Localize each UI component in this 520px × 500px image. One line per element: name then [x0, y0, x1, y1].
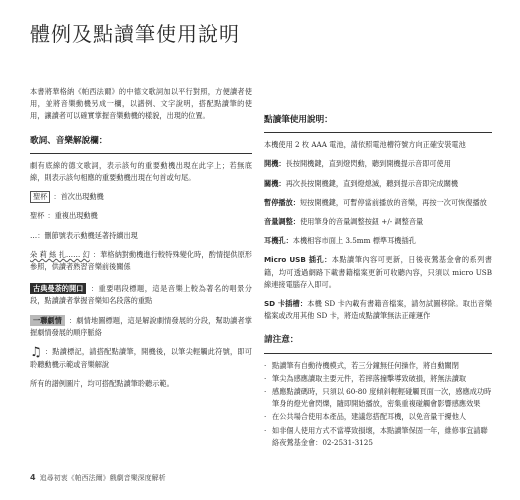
volume-instruction [264, 216, 492, 228]
lyrics-section-heading: 歌詞、音樂解說欄： [30, 135, 108, 146]
score-images-note: 所有的譜例圖片，均可搭配點讀筆聆聽示範。 [30, 379, 174, 389]
plot-title-tag: 一聯劇情 [30, 315, 65, 326]
power-off-instruction [264, 178, 492, 190]
aria-title-text: ：重要唱段標題，這是音樂上較為著名的唱景分段，點讀讀者掌握音樂知名段落的重點 [30, 284, 252, 306]
power-on-text: 長按開機鍵，直到燈閃動，聽到開機提示音即可使用 [285, 159, 451, 169]
first-motif-legend [30, 191, 252, 203]
variation-text: ：華格納對動機進行較特殊變化時，酌情提供原形參照，供讀者熟習音樂前後關係 [30, 249, 252, 272]
sd-text: 本機 SD 卡內載有書籍音檔案，請勿試圖移除。取出音樂檔案或改用其他 SD 卡，將造成點讀筆無法正確運作 [264, 299, 492, 321]
earphone-text: 本機相容市面上 3.5mm 標準耳機插孔 [292, 236, 416, 246]
notice-heading: 請注意： [264, 335, 299, 346]
volume-label: 音量調整： [264, 217, 300, 227]
page-title: 體例及點讀筆使用說明 [30, 22, 240, 46]
aria-title-tag: 古典曼荼的開口 [30, 283, 86, 294]
list-item: · 在公共場合使用本產品，建議您搭配耳機，以免音量干擾他人 [264, 411, 492, 423]
pause-instruction [264, 197, 492, 209]
list-item: · 感應點讀碼時，只須以 60-80 度傾斜輕輕碰觸頁面一次，感應成功時筆身的燈光會閃爍，隨即開始播放，密集重複碰觸會影響感應效果 [264, 386, 492, 410]
aria-title-legend [30, 283, 252, 307]
repeat-motif-tag: 聖杯 [30, 211, 45, 221]
usb-label: Micro USB 插孔： [264, 255, 332, 265]
pen-mark-text: ：點讀標記，請搭配點讀筆，開機後，以筆尖輕觸此符號，即可聆聽動機示範或音樂解說 [30, 347, 252, 370]
music-note-icon: ♫ [30, 345, 42, 361]
notice-list [264, 360, 492, 449]
section-divider [30, 153, 252, 154]
right-column [264, 86, 492, 450]
repeat-motif-text: ：重複出現動機 [47, 211, 98, 221]
ellipsis-legend: …：刪節號表示動機延著持續出現 [30, 230, 138, 240]
pause-text: 短按開機鍵，可暫停當前播放的音樂，再按一次可恢復播放 [299, 197, 487, 207]
earphone-label: 耳機孔： [264, 236, 293, 246]
volume-text: 使用筆身的音量調整按鈕 +/- 調整音量 [299, 217, 424, 227]
pen-mark-legend [30, 346, 252, 371]
plot-title-legend [30, 315, 252, 339]
variation-tag: 朵 莉 絲 扎…… 幻 [30, 249, 90, 259]
variation-legend [30, 249, 252, 273]
power-off-label: 關機： [264, 178, 286, 188]
power-on-label: 開機： [264, 159, 286, 169]
book-title-footer: 追尋初衷《帕西法爾》戲劇音樂深度解析 [39, 474, 166, 482]
pause-label: 暫停播放： [264, 197, 300, 207]
page-footer [30, 473, 166, 483]
section-divider [264, 132, 492, 133]
list-item: · 筆尖為感應讀取主要元件，若摔落撞擊導致破損，將無法讀取 [264, 373, 492, 385]
sd-instruction [264, 298, 492, 322]
intro-paragraph: 本書將華格納《帕西法爾》的中德文歌詞加以平行對照，方便讀者使用，並將音樂動機另成一欄，以譜例、文字說明，搭配點讀筆的使用，讓讀者可以確實掌握音樂動機的樣貌，出現的位置。 [30, 87, 252, 121]
repeat-motif-legend [30, 210, 252, 222]
first-motif-text: ：首次出現動機 [53, 192, 104, 202]
battery-instruction: 本機使用 2 枚 AAA 電池，請依照電池槽符號方向正確安裝電池 [264, 140, 466, 150]
plot-title-text: ：劇情地圖標題，這是解說劇情發展的分段，幫助讀者掌握劇情發展的順序脈絡 [30, 315, 252, 337]
sd-label: SD 卡插槽： [264, 299, 308, 309]
page-number: 4 [30, 473, 36, 482]
usb-text: 本點讀筆內容可更新，日後夜鶯基金會的系列書籍，均可透過網路下載書籍檔案更新可收聽內容，只須以 micro USB 線連接電腦存入即可。 [264, 255, 492, 289]
underline-explanation: 劇有底線的德文歌詞，表示該句的重要動機出現在此字上；若無底線，則表示該句相應的重要動機出現在句首或句尾。 [30, 160, 252, 183]
pen-usage-heading: 點讀筆使用說明： [264, 115, 333, 125]
earphone-instruction [264, 235, 492, 247]
list-item: · 點讀筆有自動待機模式，若三分鐘無任何操作，將自動關閉 [264, 360, 492, 372]
power-off-text: 再次長按開機鍵，直到燈熄滅，聽到提示音即完成關機 [285, 178, 459, 188]
power-on-instruction [264, 158, 492, 170]
first-motif-tag: 聖杯 [30, 191, 50, 203]
section-divider [264, 353, 492, 354]
left-column [30, 86, 252, 398]
list-item: · 如非個人使用方式不當導致損壞，本點讀筆保固一年，維修事宜請聯絡夜鶯基金會：02-2531-3125 [264, 425, 492, 449]
usb-instruction [264, 254, 492, 291]
